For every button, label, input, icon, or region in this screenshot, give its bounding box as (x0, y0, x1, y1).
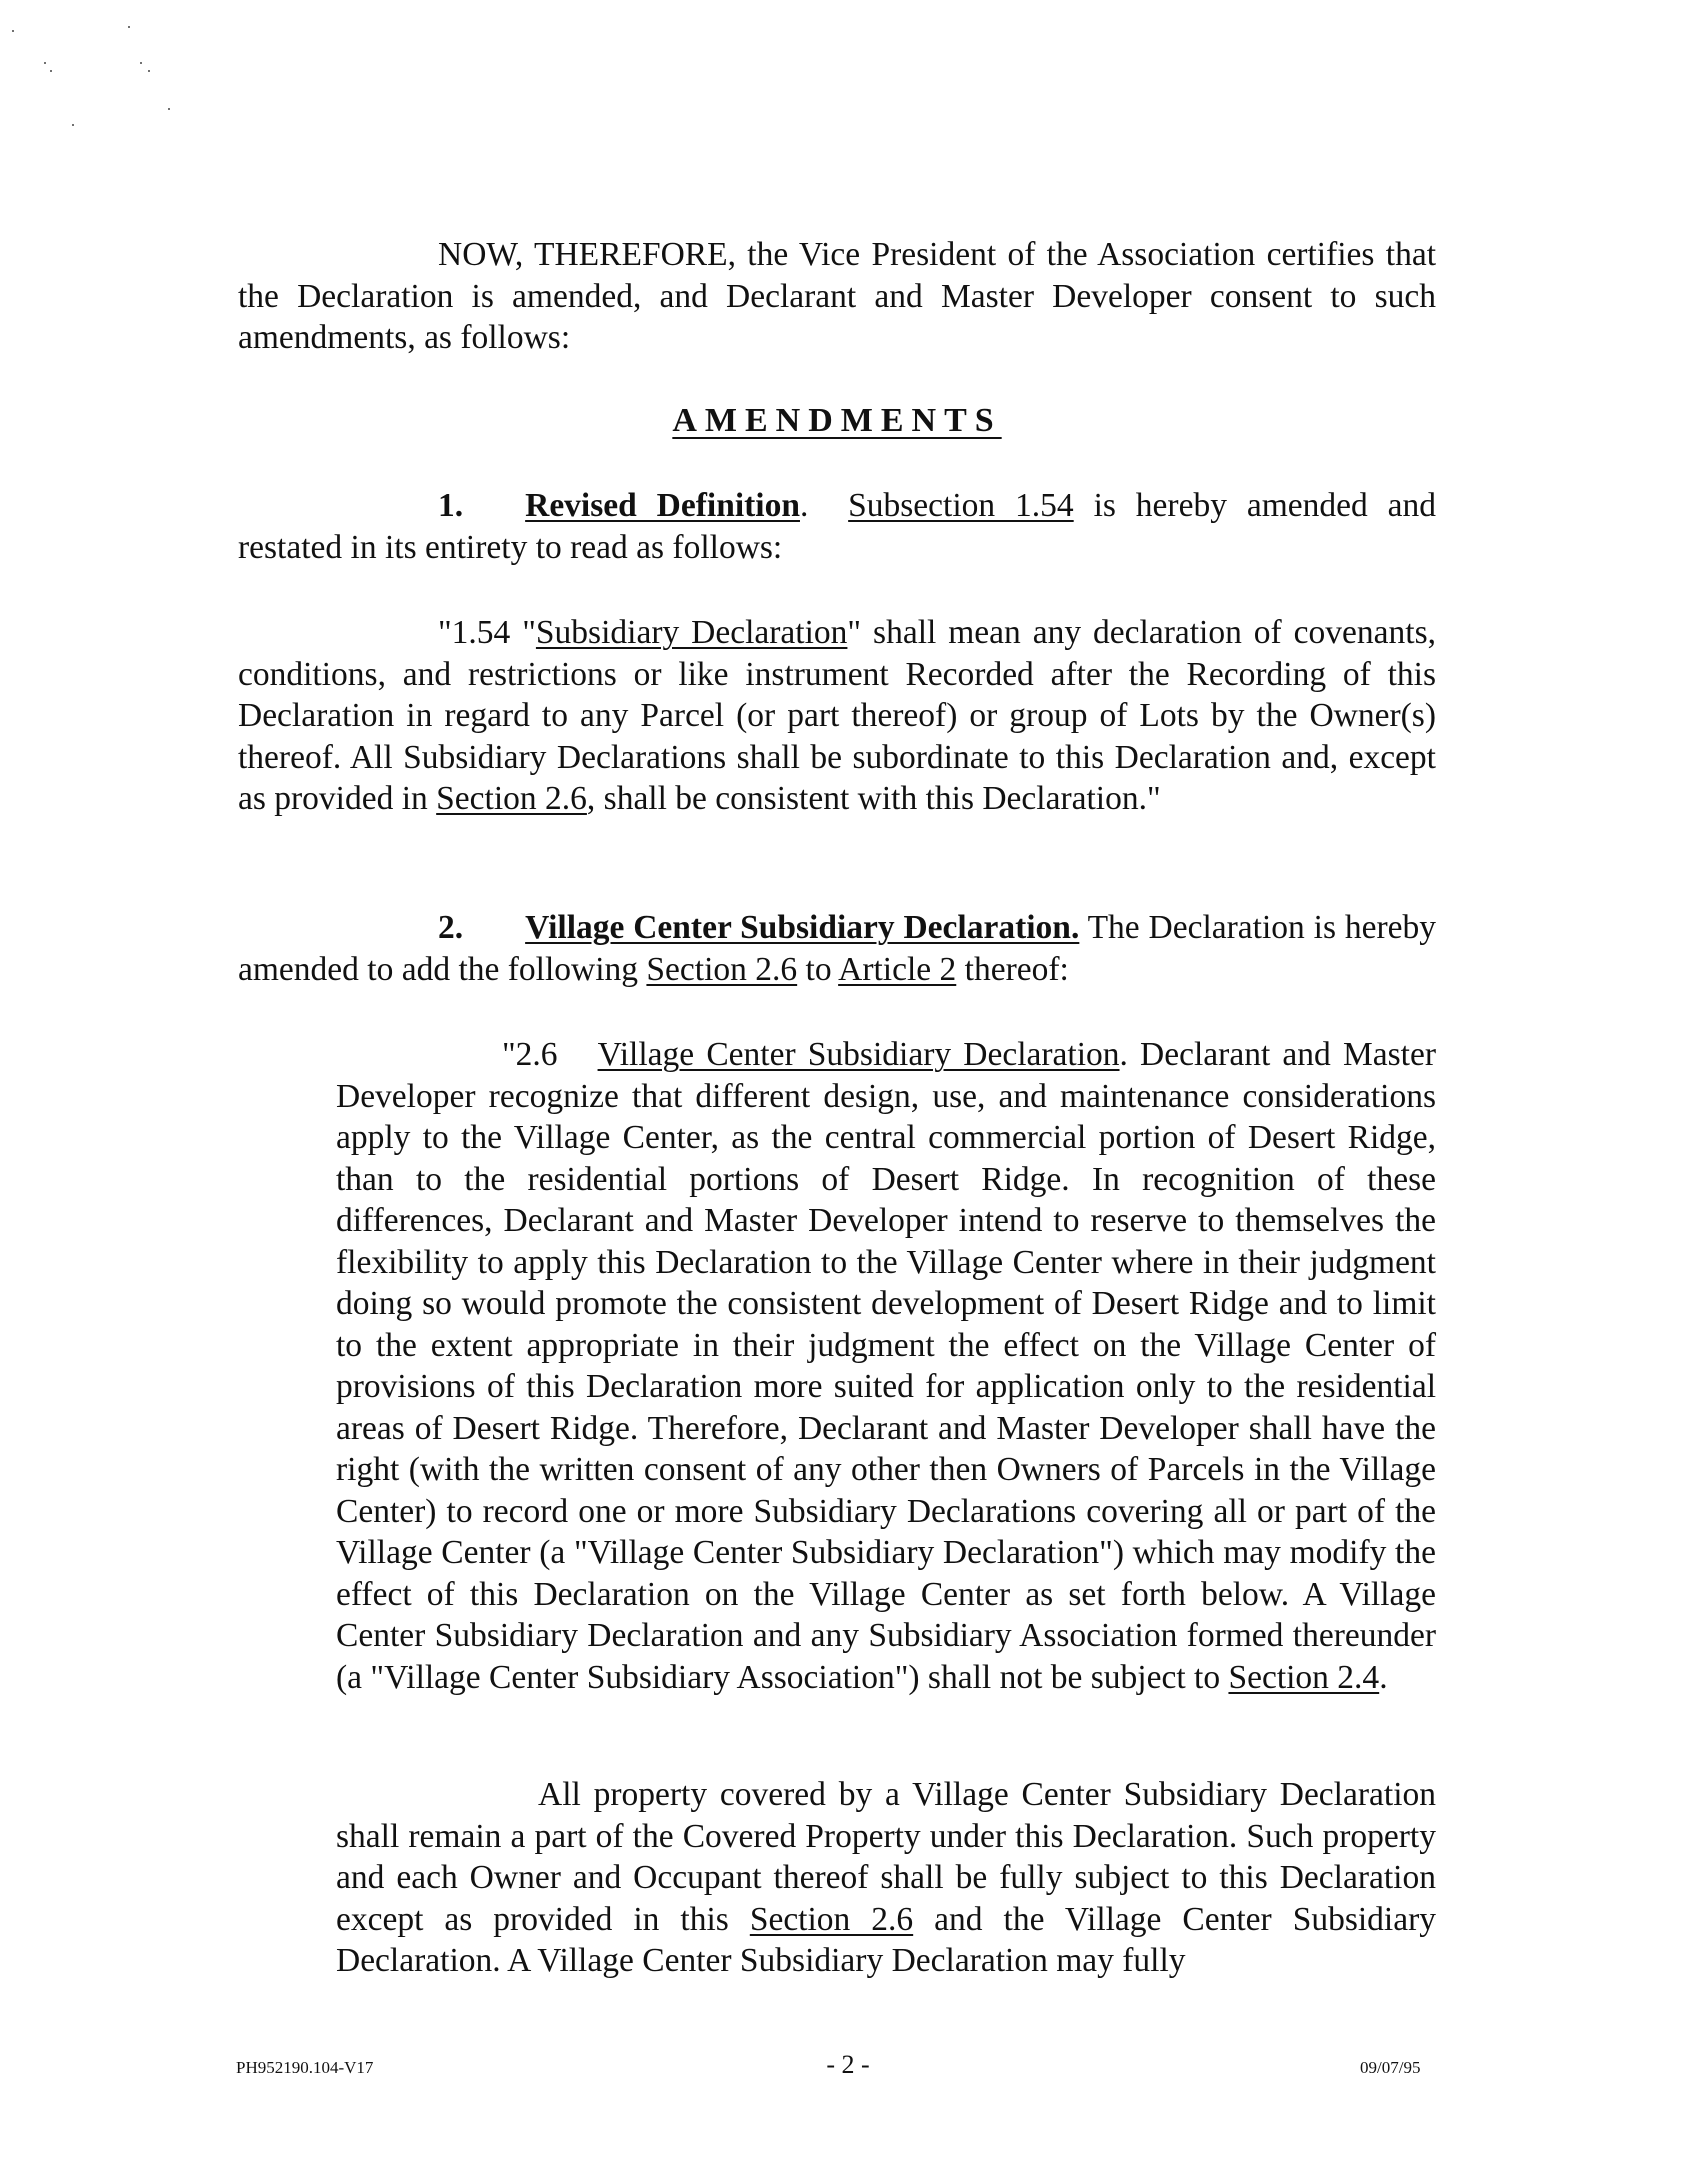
section-26-body: . Declarant and Master Developer recognize that different design, use, and maintenance considerations apply to the Village Center, as the central commercial portion of Desert Ridge, than to the residential portions of Desert Ridge. In recognition of these differences, Declarant and Master Developer intend to reserve to themselves the flexibility to apply this Declaration to the Village Center where in their judgment doing so would promote the consistent development of Desert Ridge and to limit to the extent appropriate in their judgment the effect on the Village Center of provisions of this Declaration more suited for application only to the residential areas of Desert Ridge. Therefore, Declarant and Master Developer shall have the right (with the written consent of any other then Owners of Parcels in the Village Center) to record one or more Subsidiary Declarations covering all or part of the Village Center (a "Village Center Subsidiary Declaration") which may modify the effect of this Declaration on the Village Center as set forth below. A Village Center Subsidiary Declaration and any Subsidiary Association formed thereunder (a "Village Center Subsidiary Association") shall not be subject to (336, 1036, 1436, 1696)
footer-doc-id: PH952190.104-V17 (236, 2058, 374, 2077)
section-1-ref: Subsection 1.54 (848, 487, 1074, 524)
section-1-title-punct: . (799, 487, 809, 524)
scan-speck (140, 62, 142, 64)
section-26-ref: Section 2.4 (1228, 1658, 1380, 1696)
definition-154-middle: " shall mean any declaration of covenants, conditions, and restrictions or like instrument Recorded after the Recording of this Declaration in regard to any Parcel (or part thereof) or group of Lots by the Owner(s) thereof. All Subsidiary Declarations shall be subordinate to this Declaration and, except as provided in (238, 614, 1436, 817)
section-2-ref-2: Article 2 (838, 950, 957, 988)
section-26-title: Village Center Subsidiary Declaration (597, 1036, 1120, 1073)
scan-speck (168, 108, 170, 110)
all-property-text-1: All property covered by a Village Center Subsidiary Declaration shall remain a part of the Covered Property under this Declaration. Such property and each Owner and Occupant thereof shall be fully subject to this Declaration except as provided in this (336, 1776, 1436, 1938)
section-1-rest: is hereby amended and restated in its entirety to read as follows: (238, 487, 1437, 566)
scan-speck (50, 70, 52, 72)
all-property-ref: Section 2.6 (749, 1900, 914, 1938)
footer-date: 09/07/95 (1360, 2058, 1421, 2077)
section-2-ref-1: Section 2.6 (646, 950, 798, 988)
section-26-paragraph (336, 1034, 1436, 1698)
all-property-paragraph (336, 1774, 1436, 1982)
section-1-number: 1. (438, 487, 464, 524)
intro-paragraph (238, 234, 1436, 359)
section-2-number: 2. (438, 909, 464, 946)
all-property-text-2: and the Village Center Subsidiary Declaration. A Village Center Subsidiary Declaration may fully (336, 1900, 1436, 1979)
section-2-text-1: The Declaration is hereby amended to add the following (238, 909, 1437, 988)
definition-154-term: Subsidiary Declaration (535, 614, 848, 651)
section-2-paragraph (238, 907, 1436, 990)
definition-154-paragraph (238, 612, 1436, 820)
amendments-heading: AMENDMENTS (672, 402, 1002, 439)
scan-speck (148, 70, 150, 72)
section-1-paragraph (238, 485, 1436, 568)
scan-speck (72, 124, 74, 126)
intro-text: NOW, THEREFORE, the Vice President of the Association certifies that the Declaration is amended, and Declarant and Master Developer consent to such amendments, as follows: (238, 236, 1436, 356)
scan-speck (44, 62, 46, 64)
footer-page-number: - 2 - (826, 2050, 870, 2079)
section-2-title: Village Center Subsidiary Declaration. (525, 909, 1080, 946)
scan-speck (12, 30, 14, 32)
definition-154-ref: Section 2.6 (436, 780, 587, 817)
section-2-text-2: to (797, 950, 839, 988)
scan-speck (128, 26, 130, 28)
section-1-title: Revised Definition (525, 487, 800, 524)
definition-154-prefix: "1.54 " (438, 614, 536, 651)
section-26-prefix: "2.6 (502, 1036, 558, 1073)
section-26-end: . (1379, 1658, 1388, 1696)
section-2-text-3: thereof: (956, 950, 1069, 988)
definition-154-end: , shall be consistent with this Declaration." (586, 780, 1161, 817)
